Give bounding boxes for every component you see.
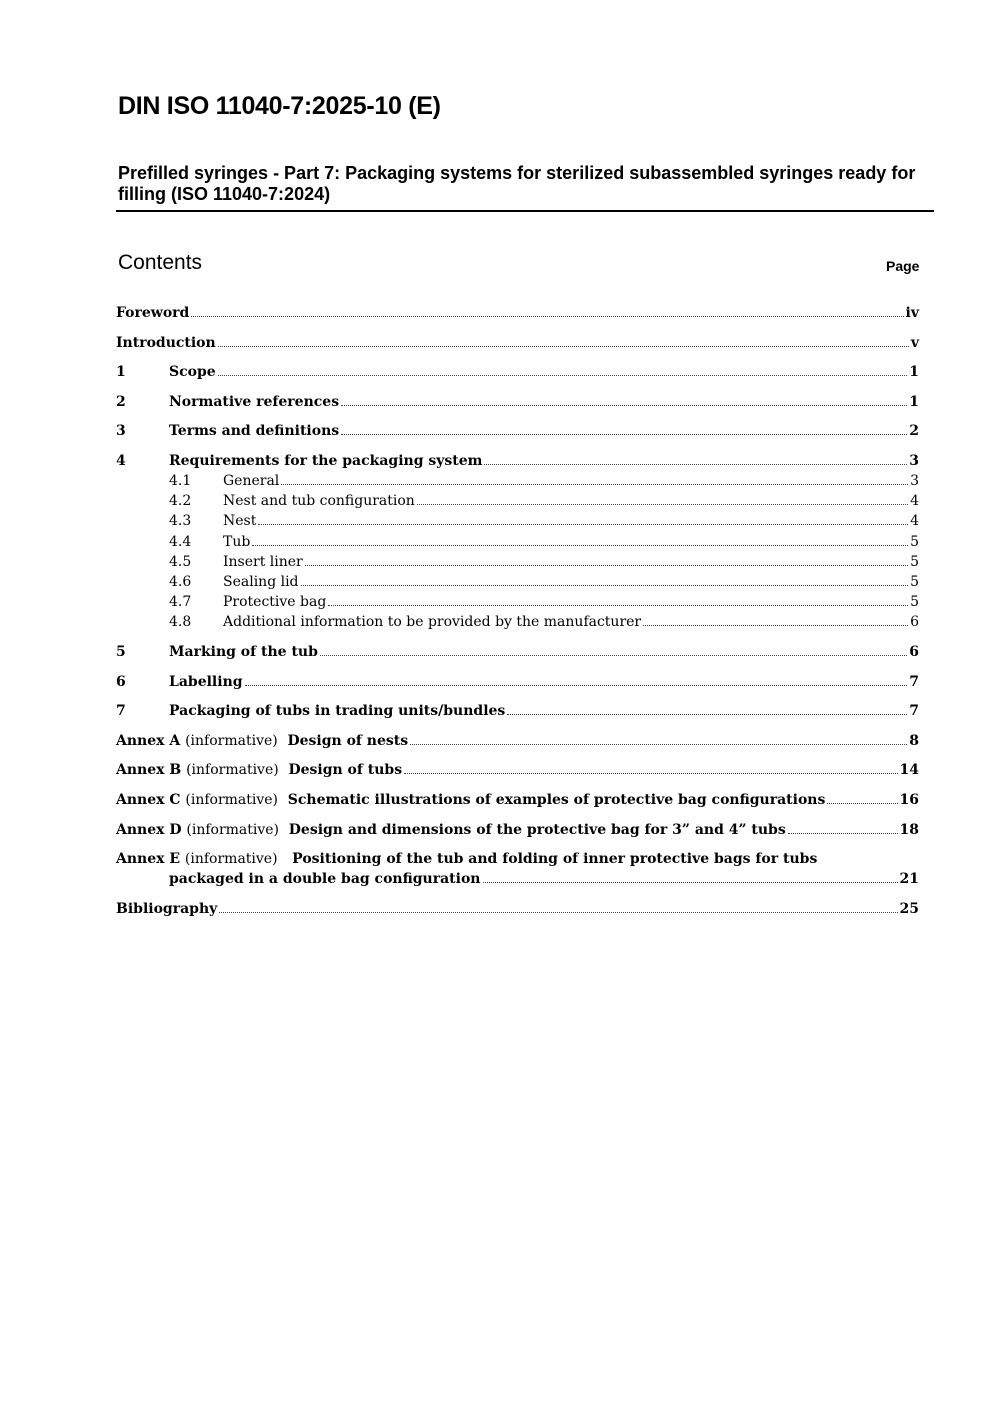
dot-leader — [301, 585, 909, 586]
document-id: DIN ISO 11040-7:2025-10 (E) — [118, 92, 441, 120]
toc-entry-number: 7 — [116, 703, 126, 720]
dot-leader — [483, 882, 898, 883]
toc-entry-page: 6 — [910, 614, 919, 631]
dot-leader — [218, 375, 908, 376]
toc-subentry-insert-liner[interactable] — [116, 552, 919, 572]
dot-leader — [258, 524, 908, 525]
toc-annex-d[interactable] — [116, 820, 919, 840]
annex-title-continuation — [116, 869, 919, 889]
toc-annex-e[interactable] — [116, 849, 919, 889]
annex-prefix: Annex B — [116, 762, 182, 779]
toc-subentry-nest[interactable] — [116, 511, 919, 531]
toc-entry-page: 18 — [899, 821, 919, 838]
toc-entry-page: v — [910, 334, 919, 351]
toc-annex-a[interactable] — [116, 731, 919, 751]
dot-leader — [788, 833, 898, 834]
page-column-label: Page — [886, 258, 920, 274]
title-divider — [116, 210, 934, 212]
toc-entry-packaging-of-tubs[interactable] — [116, 701, 919, 721]
toc-subentry-additional-information[interactable] — [116, 612, 919, 632]
annex-kind: (informative) — [184, 851, 278, 868]
toc-entry-normative-references[interactable] — [116, 392, 919, 412]
toc-subentry-protective-bag[interactable] — [116, 592, 919, 612]
toc-entry-page: 7 — [909, 703, 919, 720]
dot-leader — [827, 803, 897, 804]
toc-entry-number: 5 — [116, 644, 126, 661]
toc-entry-label: Protective bag — [223, 594, 327, 611]
toc-entry-label: Nest — [223, 513, 257, 530]
toc-entry-requirements[interactable] — [116, 451, 919, 471]
dot-leader — [341, 405, 907, 406]
toc-entry-page: 3 — [909, 452, 919, 469]
toc-entry-label: Scope — [169, 364, 216, 381]
toc-entry-bibliography[interactable] — [116, 899, 919, 919]
toc-entry-number: 4.1 — [169, 472, 192, 489]
toc-entry-number: 4.5 — [169, 553, 192, 570]
toc-entry-page: 1 — [909, 364, 919, 381]
annex-prefix: Annex D — [116, 821, 182, 838]
toc-entry-number: 4.3 — [169, 513, 192, 530]
toc-entry-number: 4.7 — [169, 594, 192, 611]
annex-title-line1: Positioning of the tub and folding of inner protective bags for tubs — [292, 851, 818, 868]
toc-entry-page: 7 — [909, 673, 919, 690]
toc-entry-page: 5 — [910, 573, 919, 590]
toc-entry-page: 4 — [910, 493, 919, 510]
toc-entry-number: 4.2 — [169, 493, 192, 510]
annex-prefix: Annex C — [116, 792, 181, 809]
dot-leader — [191, 316, 903, 317]
dot-leader — [417, 504, 908, 505]
toc-entry-page: 6 — [909, 644, 919, 661]
toc-entry-label: Tub — [223, 533, 251, 550]
toc-entry-label: Normative references — [169, 393, 340, 410]
dot-leader — [320, 655, 907, 656]
annex-label — [116, 790, 825, 810]
dot-leader — [341, 434, 907, 435]
toc-entry-page: 8 — [909, 732, 919, 749]
table-of-contents — [116, 303, 919, 919]
document-subtitle: Prefilled syringes - Part 7: Packaging systems for sterilized subassembled syringes ready for filling (ISO 11040-7:2024) — [118, 163, 916, 204]
toc-entry-label: Introduction — [116, 334, 216, 351]
toc-entry-number: 2 — [116, 393, 126, 410]
toc-entry-introduction[interactable] — [116, 333, 919, 353]
toc-entry-label: Foreword — [116, 305, 190, 321]
toc-entry-number: 4.6 — [169, 573, 192, 590]
toc-subentry-nest-and-tub-configuration[interactable] — [116, 491, 919, 511]
toc-entry-page: 14 — [899, 762, 919, 779]
annex-prefix: Annex A — [116, 732, 181, 749]
annex-title: Design of nests — [287, 732, 409, 749]
annex-kind: (informative) — [186, 762, 279, 779]
annex-kind: (informative) — [185, 732, 278, 749]
dot-leader — [328, 605, 908, 606]
toc-subentry-tub[interactable] — [116, 532, 919, 552]
toc-entry-scope[interactable] — [116, 362, 919, 382]
toc-entry-label: Nest and tub configuration — [223, 493, 415, 510]
dot-leader — [252, 545, 908, 546]
toc-entry-number: 1 — [116, 364, 126, 381]
annex-label — [116, 731, 408, 751]
toc-entry-label: Terms and definitions — [169, 423, 340, 440]
toc-annex-b[interactable] — [116, 760, 919, 780]
dot-leader — [484, 464, 907, 465]
annex-label — [116, 849, 919, 869]
dot-leader — [281, 484, 908, 485]
toc-entry-label: Packaging of tubs in trading units/bundles — [169, 703, 506, 720]
toc-entry-label: Sealing lid — [223, 573, 299, 590]
toc-entry-label: Bibliography — [116, 900, 218, 917]
toc-entry-foreword[interactable] — [116, 303, 919, 323]
toc-entry-label: Labelling — [169, 673, 243, 690]
toc-entry-page: 21 — [899, 871, 919, 888]
toc-subentry-sealing-lid[interactable] — [116, 572, 919, 592]
annex-title: Schematic illustrations of examples of protective bag configurations — [287, 792, 826, 809]
toc-entry-number: 6 — [116, 673, 126, 690]
toc-annex-c[interactable] — [116, 790, 919, 810]
toc-entry-page: 16 — [899, 792, 919, 809]
dot-leader — [219, 912, 897, 913]
toc-entry-number: 3 — [116, 423, 126, 440]
toc-entry-label: Additional information to be provided by the manufacturer — [223, 614, 642, 631]
toc-entry-page: 1 — [909, 393, 919, 410]
toc-entry-number: 4.8 — [169, 614, 192, 631]
toc-entry-labelling[interactable] — [116, 672, 919, 692]
toc-entry-label: Insert liner — [223, 553, 303, 570]
toc-entry-page: 5 — [910, 594, 919, 611]
toc-entry-page: 5 — [910, 553, 919, 570]
dot-leader — [218, 346, 909, 347]
contents-heading: Contents — [118, 251, 203, 274]
annex-prefix: Annex E — [116, 851, 181, 868]
toc-entry-page: 25 — [899, 900, 919, 917]
dot-leader — [643, 625, 908, 626]
toc-entry-page: 2 — [909, 423, 919, 440]
dot-leader — [305, 565, 908, 566]
annex-title: Design of tubs — [288, 762, 403, 779]
toc-entry-label: Marking of the tub — [169, 644, 318, 661]
toc-entry-number: 4.4 — [169, 533, 192, 550]
toc-entry-page: 5 — [910, 533, 919, 550]
toc-subentry-general[interactable] — [116, 471, 919, 491]
toc-entry-terms-and-definitions[interactable] — [116, 421, 919, 441]
dot-leader — [410, 744, 907, 745]
annex-label — [116, 820, 786, 840]
dot-leader — [404, 773, 897, 774]
toc-entry-marking-of-the-tub[interactable] — [116, 642, 919, 662]
toc-entry-label: General — [223, 472, 280, 489]
annex-kind: (informative) — [186, 821, 280, 838]
toc-entry-label: Requirements for the packaging system — [169, 452, 483, 469]
annex-title-line2: packaged in a double bag configuration — [169, 871, 481, 888]
toc-entry-page: 3 — [910, 472, 919, 489]
toc-entry-number: 4 — [116, 452, 126, 469]
annex-label — [116, 760, 402, 780]
dot-leader — [507, 714, 907, 715]
annex-title: Design and dimensions of the protective bag for 3” and 4” tubs — [288, 821, 786, 838]
toc-entry-page: 4 — [910, 513, 919, 530]
annex-kind: (informative) — [185, 792, 279, 809]
dot-leader — [245, 685, 908, 686]
toc-entry-page: iv — [905, 305, 919, 321]
